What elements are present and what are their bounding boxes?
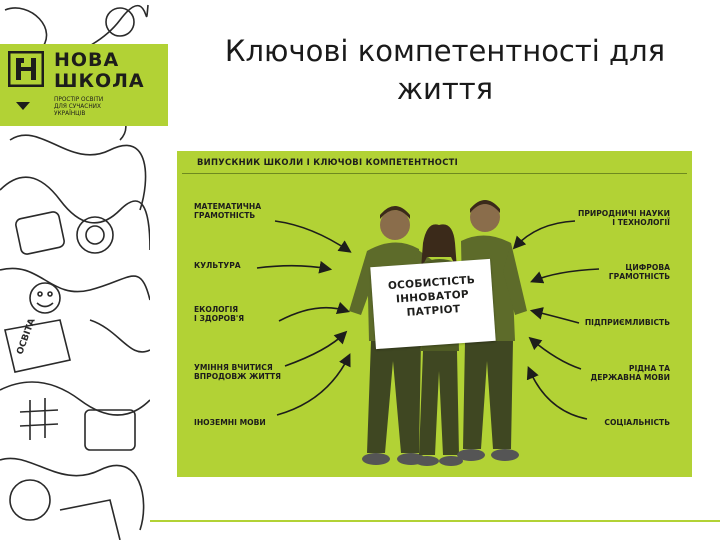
- arrow-left-2: [257, 266, 329, 269]
- slide-title: [182, 32, 708, 108]
- competencies-poster: [177, 151, 692, 477]
- poster-heading: ВИПУСКНИК ШКОЛИ І КЛЮЧОВІ КОМПЕТЕНТНОСТІ: [197, 157, 459, 167]
- svg-text:ОСВІТА: ОСВІТА: [15, 317, 38, 357]
- label-left-1: МАТЕМАТИЧНА ГРАМОТНІСТЬ: [194, 202, 262, 220]
- label-left-3: ЕКОЛОГІЯ І ЗДОРОВ'Я: [194, 305, 245, 323]
- label-right-1: ПРИРОДНИЧІ НАУКИ І ТЕХНОЛОГІЇ: [577, 209, 670, 227]
- slide-title-line2: життя: [396, 72, 494, 106]
- arrow-left-4: [285, 333, 345, 366]
- label-right-5: СОЦІАЛЬНІСТЬ: [604, 418, 670, 427]
- label-left-4: УМІННЯ ВЧИТИСЯ ВПРОДОВЖ ЖИТТЯ: [194, 363, 281, 381]
- logo-name: [54, 50, 145, 92]
- nova-shkola-logo: [0, 44, 168, 126]
- logo-tagline-line3: УКРАЇНЦІВ: [54, 111, 86, 117]
- arrow-right-3: [533, 311, 579, 323]
- logo-name-line1: НОВА: [54, 49, 120, 71]
- label-right-3: ПІДПРИЄМЛИВІСТЬ: [584, 318, 670, 327]
- label-right-4: РІДНА ТА ДЕРЖАВНА МОВИ: [590, 364, 670, 382]
- logo-tagline-line2: ДЛЯ СУЧАСНИХ: [54, 104, 101, 110]
- logo-tagline: [54, 97, 154, 118]
- arrow-right-4: [531, 339, 581, 369]
- logo-name-line2: ШКОЛА: [54, 70, 145, 92]
- arrow-left-3: [279, 308, 347, 321]
- sign-line2: ІННОВАТОР: [395, 288, 470, 306]
- label-left-5: ІНОЗЕМНІ МОВИ: [194, 418, 266, 427]
- bottom-accent-line: [150, 520, 720, 522]
- label-right-2: ЦИФРОВА ГРАМОТНІСТЬ: [608, 263, 670, 281]
- arrow-right-1: [515, 221, 575, 247]
- arrow-left-1: [275, 221, 349, 251]
- logo-mark-icon: [8, 51, 44, 87]
- sign-line1: ОСОБИСТІСТЬ: [387, 274, 476, 293]
- poster-arrows: [177, 151, 692, 477]
- logo-tagline-line1: ПРОСТІР ОСВІТИ: [54, 97, 104, 103]
- label-left-2: КУЛЬТУРА: [194, 261, 241, 270]
- arrow-right-2: [533, 269, 599, 281]
- sign-line3: ПАТРІОТ: [406, 303, 461, 319]
- logo-triangle-icon: [16, 102, 30, 110]
- arrow-right-5: [529, 369, 587, 419]
- slide-title-line1: Ключові компетентності для: [224, 34, 666, 68]
